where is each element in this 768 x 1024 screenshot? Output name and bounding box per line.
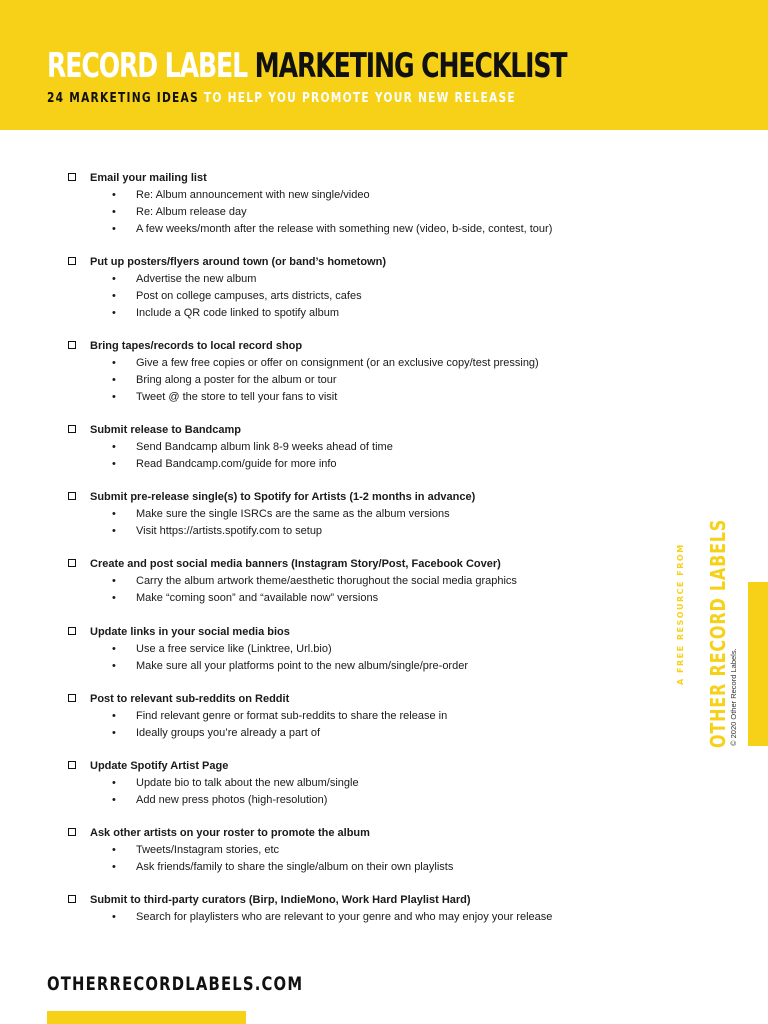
bullet-icon: • [112, 307, 116, 319]
bullet-text: Bring along a poster for the album or tour [136, 374, 337, 386]
bullet-text: Give a few free copies or offer on consignment (or an exclusive copy/test pressing) [136, 357, 539, 369]
footer-url[interactable]: OTHERRECORDLABELS.COM [47, 973, 304, 995]
bullet-icon: • [112, 844, 116, 856]
bullet-text: Tweet @ the store to tell your fans to visit [136, 391, 338, 403]
bullet-icon: • [112, 727, 116, 739]
subtitle-part2: TO HELP YOU PROMOTE YOUR NEW RELEASE [203, 91, 516, 106]
checkbox-icon[interactable] [68, 257, 76, 265]
subtitle-part1: 24 MARKETING IDEAS [47, 91, 199, 106]
bullet-text: A few weeks/month after the release with something new (video, b-side, contest, tour) [136, 223, 553, 235]
section-title: Create and post social media banners (Instagram Story/Post, Facebook Cover) [90, 558, 501, 570]
bullet-icon: • [112, 525, 116, 537]
bullet-icon: • [112, 643, 116, 655]
bullet-text: Make sure all your platforms point to the new album/single/pre-order [136, 660, 468, 672]
side-tagline: A FREE RESOURCE FROM [676, 543, 685, 685]
bullet-icon: • [112, 592, 116, 604]
bullet-icon: • [112, 223, 116, 235]
checkbox-icon[interactable] [68, 828, 76, 836]
section-title: Update links in your social media bios [90, 626, 290, 638]
section-title: Email your mailing list [90, 172, 207, 184]
bullet-text: Re: Album announcement with new single/video [136, 189, 370, 201]
bullet-icon: • [112, 508, 116, 520]
page-title [47, 44, 566, 88]
bullet-text: Ask friends/family to share the single/album on their own playlists [136, 861, 454, 873]
bullet-text: Post on college campuses, arts districts, cafes [136, 290, 362, 302]
section-title: Bring tapes/records to local record shop [90, 340, 303, 352]
bullet-icon: • [112, 290, 116, 302]
checkbox-icon[interactable] [68, 694, 76, 702]
checkbox-icon[interactable] [68, 895, 76, 903]
bullet-icon: • [112, 861, 116, 873]
title-part2: MARKETING CHECKLIST [254, 46, 567, 86]
bullet-text: Carry the album artwork theme/aesthetic thorughout the social media graphics [136, 575, 517, 587]
section-title: Post to relevant sub-reddits on Reddit [90, 693, 290, 705]
bullet-text: Update bio to talk about the new album/single [136, 777, 359, 789]
side-accent-bar [748, 582, 768, 746]
section-title: Update Spotify Artist Page [90, 760, 229, 772]
side-brand: OTHER RECORD LABELS [706, 518, 730, 748]
bullet-icon: • [112, 777, 116, 789]
section-title: Ask other artists on your roster to promote the album [90, 827, 370, 839]
bullet-text: Visit https://artists.spotify.com to setup [136, 525, 323, 537]
section-title: Submit to third-party curators (Birp, IndieMono, Work Hard Playlist Hard) [90, 894, 471, 906]
bullet-icon: • [112, 458, 116, 470]
bullet-text: Ideally groups you’re already a part of [136, 727, 321, 739]
bullet-text: Use a free service like (Linktree, Url.bio) [136, 643, 332, 655]
page-subtitle [47, 90, 516, 108]
bullet-text: Advertise the new album [136, 273, 257, 285]
checkbox-icon[interactable] [68, 761, 76, 769]
bullet-text: Tweets/Instagram stories, etc [136, 844, 280, 856]
checkbox-icon[interactable] [68, 559, 76, 567]
checkbox-icon[interactable] [68, 341, 76, 349]
bullet-text: Include a QR code linked to spotify album [136, 307, 340, 319]
checkbox-icon[interactable] [68, 627, 76, 635]
bullet-icon: • [112, 374, 116, 386]
checkbox-icon[interactable] [68, 425, 76, 433]
bullet-text: Read Bandcamp.com/guide for more info [136, 458, 337, 470]
bullet-icon: • [112, 273, 116, 285]
section-title: Submit pre-release single(s) to Spotify for Artists (1-2 months in advance) [90, 491, 476, 503]
checkbox-icon[interactable] [68, 492, 76, 500]
bullet-icon: • [112, 710, 116, 722]
header-banner [0, 0, 768, 130]
bullet-text: Re: Album release day [136, 206, 247, 218]
bullet-text: Make sure the single ISRCs are the same as the album versions [136, 508, 450, 520]
bullet-text: Send Bandcamp album link 8-9 weeks ahead of time [136, 441, 393, 453]
bullet-text: Add new press photos (high-resolution) [136, 794, 328, 806]
bullet-icon: • [112, 391, 116, 403]
bullet-icon: • [112, 911, 116, 923]
bullet-icon: • [112, 575, 116, 587]
section-title: Submit release to Bandcamp [90, 424, 241, 436]
bullet-text: Make “coming soon” and “available now” versions [136, 592, 379, 604]
bullet-text: Find relevant genre or format sub-reddits to share the release in [136, 710, 448, 722]
checkbox-icon[interactable] [68, 173, 76, 181]
bullet-icon: • [112, 794, 116, 806]
bullet-icon: • [112, 189, 116, 201]
section-title: Put up posters/flyers around town (or band’s hometown) [90, 256, 386, 268]
side-copyright: © 2020 Other Record Labels. [729, 648, 738, 746]
title-part1: RECORD LABEL [47, 46, 248, 86]
bullet-icon: • [112, 206, 116, 218]
bullet-text: Search for playlisters who are relevant to your genre and who may enjoy your release [136, 911, 553, 923]
bullet-icon: • [112, 357, 116, 369]
bullet-icon: • [112, 441, 116, 453]
bullet-icon: • [112, 660, 116, 672]
footer-accent-bar [47, 1011, 246, 1024]
